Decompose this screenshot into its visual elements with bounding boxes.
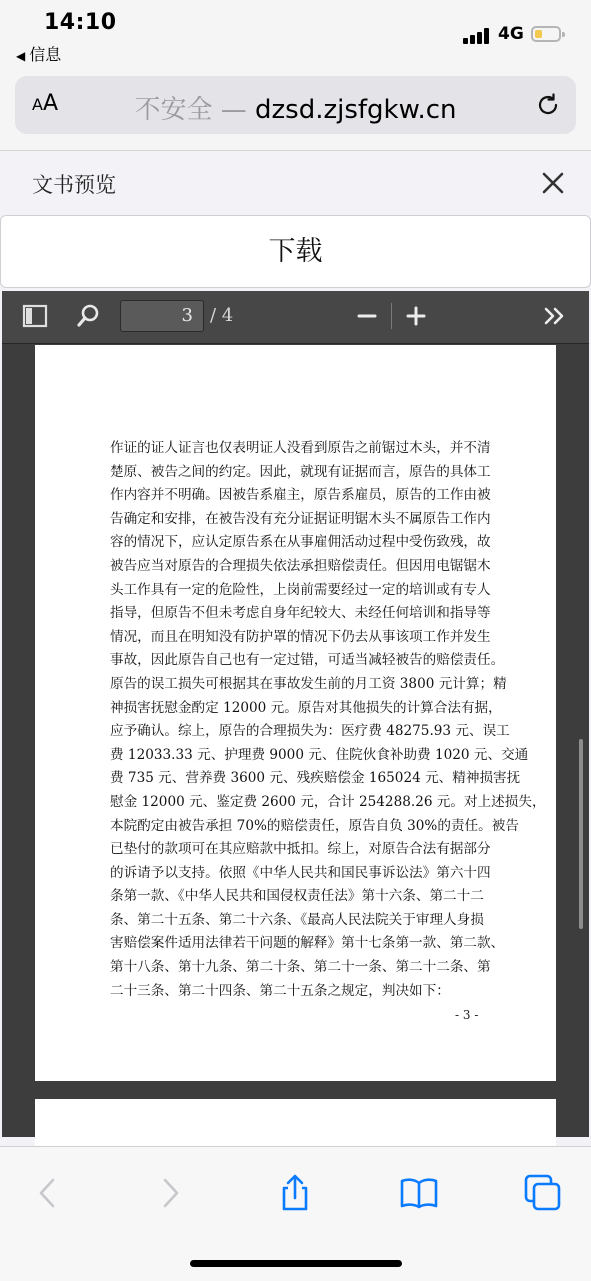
page-text-line: 被告应当对原告的合理损失依法承担赔偿责任。但因用电锯锯木 [110,557,491,574]
plus-icon[interactable] [403,303,429,329]
page-text-line: 害赔偿案件适用法律若干问题的解释》第十七条第一款、第二款、 [110,935,505,952]
back-chevron-icon[interactable] [28,1173,68,1213]
back-triangle-icon: ◀ [16,49,26,63]
sidebar-toggle-icon[interactable] [22,303,48,329]
pdf-page [35,345,556,1081]
page-text-line: 头工作具有一定的危险性，上岗前需要经过一定的培训或有专人 [110,581,491,598]
back-to-app-link[interactable] [16,42,61,65]
search-icon[interactable] [76,303,102,329]
status-time: 14:10 [44,10,117,35]
page-text-line: 事故，因此原告自己也有一定过错，可适当减轻被告的赔偿责任。 [110,652,505,669]
page-text-line: 的诉请予以支持。依照《中华人民共和国民事诉讼法》第六十四 [110,864,491,881]
page-text-line: 二十三条、第二十四条、第二十五条之规定，判决如下： [110,982,450,999]
toolbar-separator [391,303,392,329]
download-button[interactable]: 下载 [0,215,591,288]
tabs-icon[interactable] [523,1173,563,1213]
home-indicator [190,1260,402,1267]
url-display[interactable] [15,89,576,126]
address-bar[interactable] [15,76,576,134]
page-text-line: 情况，而且在明知没有防护罩的情况下仍去从事该项工作并发生 [110,628,491,645]
page-text-line: 费 12033.33 元、护理费 9000 元、住院伙食补助费 1020 元、交通 [110,746,529,763]
back-app-label: 信息 [29,45,62,64]
page-text-line: 费 735 元、营养费 3600 元、残疾赔偿金 165024 元、精神损害抚 [110,770,521,787]
close-icon[interactable] [541,171,565,195]
network-type: 4G [498,24,524,44]
page-text-line: 应予确认。综上，原告的合理损失为：医疗费 48275.93 元、误工 [110,723,510,740]
battery-icon [531,26,561,42]
pdf-viewer [2,291,589,1137]
page-body-text [110,437,546,1003]
page-text-line: 指导，但原告不但未考虑自身年纪较大、未经任何培训和指导等 [110,605,491,622]
page-text-line: 作证的证人证言也仅表明证人没看到原告之前锯过木头，并不清 [110,440,491,456]
page-number-footer: - 3 - [455,1008,479,1022]
page-text-line: 第十八条、第十九条、第二十条、第二十一条、第二十二条、第 [110,959,491,976]
share-icon[interactable] [275,1173,315,1213]
pdf-toolbar [2,291,589,344]
double-chevron-right-icon[interactable] [542,303,568,329]
page-text-line: 作内容并不明确。因被告系雇主，原告系雇员，原告的工作由被 [110,487,491,504]
page-number-input[interactable]: 3 [120,300,204,332]
page-text-line: 容的情况下，应认定原告系在从事雇佣活动过程中受伤致残，故 [110,534,491,551]
status-bar [0,0,591,72]
domain-label: dzsd.zjsfgkw.cn [255,95,457,125]
cellular-signal-icon [463,28,493,44]
page-text-line: 慰金 12000 元、鉴定费 2600 元，合计 254288.26 元。对上述损失， [110,793,546,810]
scrollbar-thumb[interactable] [579,739,583,929]
text-size-button[interactable]: AA [32,91,59,116]
page-text-line: 已垫付的款项可在其应赔款中抵扣。综上，对原告合法有据部分 [110,841,491,858]
insecure-label: 不安全 — [134,95,247,125]
page-text-line: 楚原、被告之间的约定。因此，就现有证据而言，原告的具体工 [110,463,491,480]
page-text-line: 告确定和安排，在被告没有充分证据证明锯木头不属原告工作内 [110,510,491,527]
document-preview-title: 文书预览 [32,173,116,197]
page-total: / 4 [210,305,234,326]
page-text-line: 条、第二十五条、第二十六条、《最高人民法院关于审理人身损 [110,911,484,928]
page-text-line: 本院酌定由被告承担 70%的赔偿责任，原告自负 30%的责任。被告 [110,817,519,834]
page-text-line: 神损害抚慰金酌定 12000 元。原告对其他损失的计算合法有据， [110,699,502,716]
page-text-line: 原告的误工损失可根据其在事故发生前的月工资 3800 元计算；精 [110,675,507,692]
minus-icon[interactable] [354,303,380,329]
book-icon[interactable] [399,1173,439,1213]
reload-icon[interactable] [534,91,562,119]
forward-chevron-icon[interactable] [150,1173,190,1213]
page-text-line: 条第一款、《中华人民共和国侵权责任法》第十六条、第二十二 [110,888,484,905]
address-bar-container [0,72,591,151]
document-header [0,151,591,215]
